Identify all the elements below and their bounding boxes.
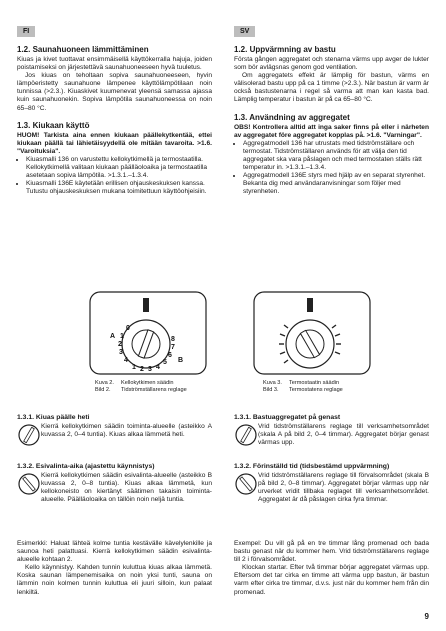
- subsection-1-3-2-fi: [17, 463, 212, 504]
- caption-text: Termostaatin säädin: [289, 380, 340, 386]
- dial-scale-a-0: 0: [126, 325, 130, 332]
- dial-label-a: A: [110, 333, 116, 340]
- dial-label-b: B: [178, 357, 184, 364]
- subsection-text: Vrid tidströmställarens reglage till verksamhetsområdet (skala A på bild 2, 0–4 timmar). Aggregatet börjar genast värmas upp.: [258, 423, 429, 447]
- caption-label: Bild 3.: [263, 387, 279, 393]
- subsection-title: 1.3.1. Bastuaggregatet på genast: [234, 414, 341, 421]
- subsection-text: Kierrä kellokytkimen säädin toiminta-alueelle (asteikko A kuvassa 2, 0–4 tuntia). Kiuas alkaa lämmetä heti.: [41, 423, 212, 439]
- subsection-1-3-1-sv: [234, 414, 429, 447]
- caption-label: Bild 2.: [95, 387, 111, 393]
- language-tag-fi: FI: [17, 26, 35, 37]
- caption-text: Kellokytkimen säädin: [121, 380, 174, 386]
- dial-scale-a-1: 1: [120, 333, 124, 340]
- timer-knob-icon: [234, 423, 258, 447]
- dial-scale-b-7: 7: [171, 344, 175, 351]
- timer-dial-illustration: [88, 290, 208, 376]
- dial-scale-b-5: 5: [163, 359, 167, 366]
- dial-scale-a-4: 4: [124, 357, 128, 364]
- paragraph-1-2-b-fi: Jos kiuas on teholtaan sopiva saunahuoneeseen, hyvin lämpöeristetty saunahuone lämpenee käyttölämpötilaan noin tunnissa (>2.3.). Kiuaskivet kuumenevat yleensä samassa ajassa kuin saunahuonekin. Sopiva lämpötila saunahuoneessa on noin 65–80 °C.: [17, 72, 212, 112]
- subsection-text: Vrid tidströmställarens reglage till förvalsområdet (skala B på bild 2, 0–8 timmar). Aggregatet börjar värmas upp när urverket vridit tillbaka reglaget till verksamhetsområdet. Aggregatet är då påslagen cirka fyra timmar.: [258, 472, 429, 504]
- timer-knob-icon: [234, 472, 258, 496]
- warning-1-3-sv: OBS! Kontrollera alltid att inga saker finns på eller i närheten av aggregatet före aggregatet kopplas på. >1.6. "Varningar".: [234, 123, 429, 139]
- subsection-title: 1.3.2. Förinställd tid (tidsbestämd uppvärmning): [234, 463, 390, 470]
- column-swedish: [234, 20, 429, 196]
- subsection-text: Kierrä kellokytkimen säädin esivalinta-alueelle (asteikko B kuvassa 2, 0–8 tuntia). Kiuas alkaa lämmetä, kun kellokoneisto on kiertänyt säätimen takaisin toiminta-alueelle. Päälläoloaika on tällöin noin neljä tuntia.: [41, 472, 212, 504]
- section-title-1-3-sv: 1.3. Användning av aggregatet: [234, 112, 350, 122]
- subsection-title: 1.3.2. Esivalinta-aika (ajastettu käynnistys): [17, 463, 155, 470]
- subsection-1-3-2-sv: [234, 463, 429, 504]
- warning-1-3-fi: HUOM! Tarkista aina ennen kiukaan päällekytkentää, ettei kiukaan päällä tai lähietäisyydellä ole mitään tavaroita. >1.6. "Varoituksia".: [17, 131, 212, 155]
- example-paragraph-2: Klockan startar. Efter två timmar börjar aggregatet värmas upp. Eftersom det tar cirka en timme att värma upp bastun, är bastun varm efter cirka tre timmar, d.v.s. just när du kommer hem från din promenad.: [234, 564, 429, 596]
- dial-scale-b-8: 8: [171, 336, 175, 343]
- model-list-fi: [17, 156, 212, 196]
- section-title-1-2-sv: 1.2. Uppvärmning av bastu: [234, 45, 336, 54]
- thermostat-dial-illustration: [252, 290, 372, 376]
- dial-scale-b-2: 2: [140, 366, 144, 373]
- example-sv: [234, 540, 429, 597]
- dial-scale-b-1: 1: [132, 364, 136, 371]
- paragraph-1-2-b-sv: Om aggregatets effekt är lämplig för bastun, värms en välisolerad bastu upp på ca 1 timme (>2.3.). När bastun är varm är också bastustenarna i regel så varma att man kan kasta bad. Lämplig temperatur i bastun är på ca 65–80 °C.: [234, 72, 429, 104]
- figure-timer-dial: [88, 290, 248, 376]
- caption-figure-2: [95, 380, 187, 394]
- caption-text: Termostatens reglage: [289, 387, 343, 393]
- list-item: • Kiuasmalli 136 on varustettu kellokytkimellä ja termostaatilla. Kellokytkimellä valitaan kiukaan päälläoloaika ja termostaatilla asetetaan sopiva lämpötila. >1.3.1.–1.3.4.: [26, 156, 212, 180]
- dial-scale-b-4: 4: [156, 364, 160, 371]
- subsection-1-3-1-fi: [17, 414, 212, 447]
- section-title-1-3-fi: 1.3. Kiukaan käyttö: [17, 120, 90, 130]
- subsection-title: 1.3.1. Kiuas päälle heti: [17, 414, 90, 421]
- model-list-sv: [234, 140, 429, 197]
- caption-text: Tidströmställarens reglage: [121, 387, 187, 393]
- caption-label: Kuva 2.: [95, 380, 114, 386]
- dial-scale-a-3: 3: [119, 349, 123, 356]
- list-item: • Aggregatmodell 136E styrs med hjälp av en separat styrenhet. Bekanta dig med användaranvisningar som följer med styrenheten.: [243, 172, 429, 196]
- timer-knob-icon: [17, 472, 41, 496]
- example-paragraph-1: Esimerkki: Haluat lähteä kolme tuntia kestävälle kävelylenkille ja saunoa heti palattuasi. Kierrä kellokytkimen säädin esivalinta-alueelle kohtaan 2.: [17, 540, 212, 564]
- figure-thermostat-dial: [252, 290, 412, 376]
- caption-label: Kuva 3.: [263, 380, 282, 386]
- timer-knob-icon: [17, 423, 41, 447]
- language-tag-sv: SV: [234, 26, 255, 37]
- dial-scale-b-3: 3: [148, 366, 152, 373]
- list-item: • Kiuasmalli 136E käytetään erillisen ohjauskeskuksen kanssa. Tutustu ohjauskeskuksen mukana toimitettuun käyttöohjeisiin.: [26, 180, 212, 196]
- dial-scale-b-6: 6: [168, 352, 172, 359]
- paragraph-1-2-a-fi: Kiuas ja kivet tuottavat ensimmäisellä käyttökerralla hajuja, joiden poistamiseksi on järjestettävä saunahuoneeseen hyvä tuuletus.: [17, 56, 212, 72]
- dial-scale-a-2: 2: [118, 341, 122, 348]
- page-number: 9: [424, 612, 429, 621]
- caption-figure-3: [263, 380, 343, 394]
- example-fi: [17, 540, 212, 597]
- example-paragraph-1: Exempel: Du vill gå på en tre timmar lång promenad och bada bastu genast när du kommer hem. Vrid tidströmställarens reglage till 2 i förvalsområdet.: [234, 540, 429, 564]
- paragraph-1-2-a-sv: Första gången aggregatet och stenarna värms upp avger de lukter som bör avlägsnas genom god ventilation.: [234, 56, 429, 72]
- example-paragraph-2: Kello käynnistyy. Kahden tunnin kuluttua kiuas alkaa lämmetä. Koska saunan lämpenemisaika on noin yksi tunti, sauna on lämmin noin kolmen tunnin kuluttua eli juuri silloin, kun palaat lenkiltä.: [17, 564, 212, 596]
- section-title-1-2-fi: 1.2. Saunahuoneen lämmittäminen: [17, 45, 149, 54]
- list-item: • Aggregatmodell 136 har utrustats med tidströmställare och termostat. Tidströmställaren används för att välja den tid aggregatet ska vara påslagen och med termostaten ställs rätt temperatur in. >1.3.1.–1.3.4.: [243, 140, 429, 172]
- column-finnish: [17, 20, 212, 196]
